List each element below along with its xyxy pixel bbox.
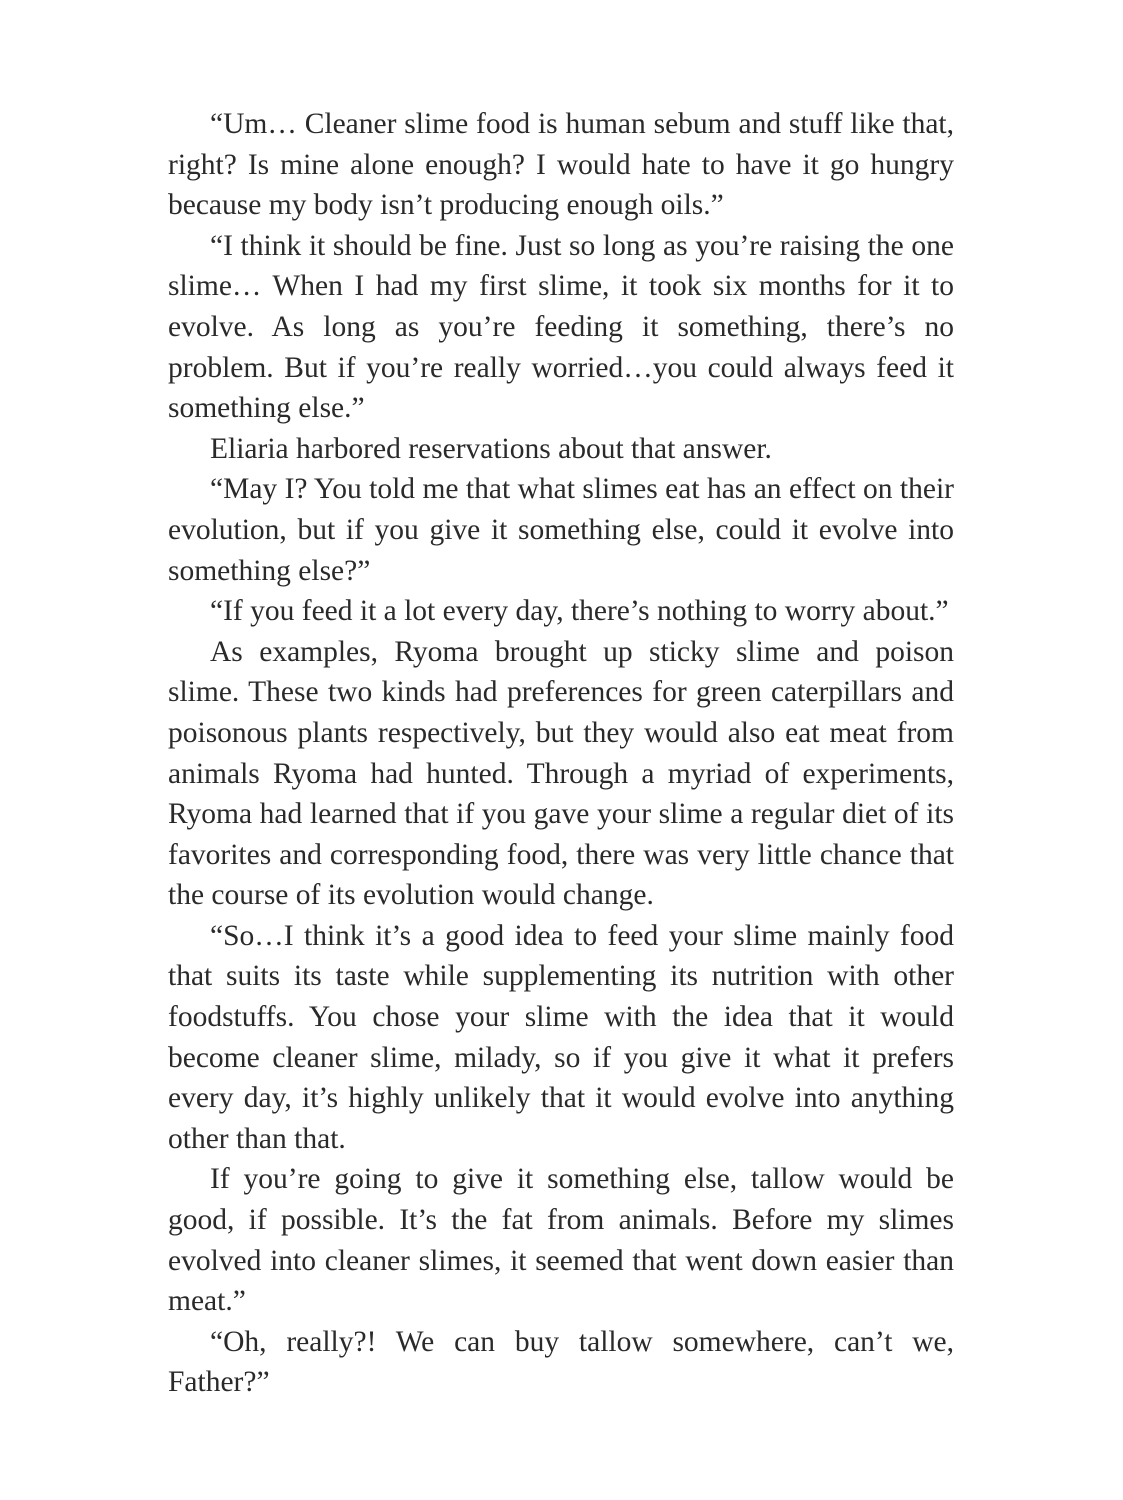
paragraph: “Um… Cleaner slime food is human sebum and stuff like that, right? Is mine alone enough? I would hate to have it go hungry because my body isn’t producing enough oils.” bbox=[168, 108, 954, 222]
paragraph: As examples, Ryoma brought up sticky slime and poison slime. These two kinds had preferences for green caterpillars and poisonous plants respectively, but they would also eat meat from animals Ryoma had hunted. Through a myriad of experiments, Ryoma had learned that if you gave your slime a regular diet of its favorites and corresponding food, there was very little chance that the course of its evolution would change. bbox=[168, 635, 954, 912]
book-page-text bbox=[168, 104, 954, 1403]
paragraph: “I think it should be fine. Just so long as you’re raising the one slime… When I had my first slime, it took six months for it to evolve. As long as you’re feeding it something, there’s no problem. But if you’re really worried…you could always feed it something else.” bbox=[168, 229, 954, 425]
paragraph: “May I? You told me that what slimes eat has an effect on their evolution, but if you give it something else, could it evolve into something else?” bbox=[168, 473, 954, 587]
paragraph: “If you feed it a lot every day, there’s nothing to worry about.” bbox=[210, 595, 949, 628]
paragraph: “So…I think it’s a good idea to feed your slime mainly food that suits its taste while supplementing its nutrition with other foodstuffs. You chose your slime with the idea that it would become cleaner slime, milady, so if you give it what it prefers every day, it’s highly unlikely that it would evolve into anything other than that. bbox=[168, 919, 954, 1155]
paragraph: Eliaria harbored reservations about that answer. bbox=[210, 432, 772, 465]
paragraph: “Oh, really?! We can buy tallow somewhere, can’t we, Father?” bbox=[168, 1325, 954, 1399]
paragraph: If you’re going to give it something else, tallow would be good, if possible. It’s the fat from animals. Before my slimes evolved into cleaner slimes, it seemed that went down easier than meat.” bbox=[168, 1163, 954, 1318]
